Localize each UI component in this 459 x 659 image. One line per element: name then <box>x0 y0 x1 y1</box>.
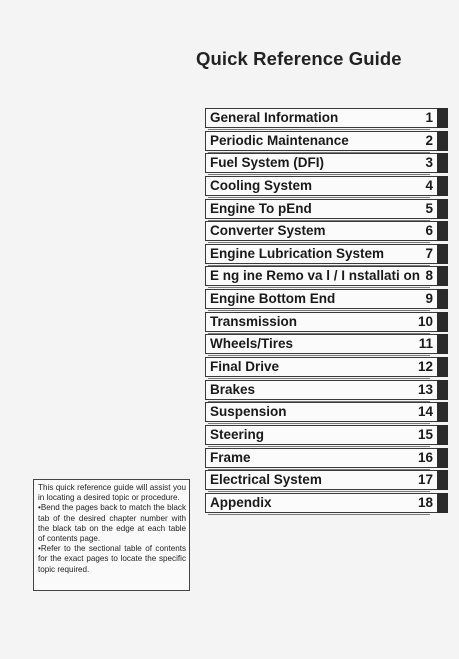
chapter-label: Fuel System (DFI) <box>210 155 325 171</box>
chapter-number: 4 <box>425 177 433 193</box>
chapter-index <box>205 108 448 516</box>
chapter-tab <box>437 289 448 309</box>
chapter-link-13[interactable] <box>205 380 448 400</box>
chapter-number: 13 <box>417 381 433 397</box>
chapter-tab <box>437 312 448 332</box>
chapter-link-9[interactable] <box>205 289 448 309</box>
chapter-link-5[interactable] <box>205 199 448 219</box>
chapter-number: 16 <box>417 449 433 465</box>
chapter-link-14[interactable] <box>205 402 448 422</box>
chapter-label: Engine Lubrication System <box>210 245 385 261</box>
chapter-link-16[interactable] <box>205 448 448 468</box>
chapter-tab <box>437 380 448 400</box>
chapter-link-2[interactable] <box>205 131 448 151</box>
chapter-link-11[interactable] <box>205 334 448 354</box>
chapter-number: 14 <box>417 404 433 420</box>
chapter-tab <box>437 199 448 219</box>
chapter-label: Periodic Maintenance <box>210 132 349 148</box>
chapter-tab <box>437 176 448 196</box>
chapter-number: 7 <box>425 245 433 261</box>
chapter-number: 11 <box>418 336 433 352</box>
chapter-link-10[interactable] <box>205 312 448 332</box>
chapter-tab <box>437 357 448 377</box>
chapter-label: General Information <box>210 110 339 125</box>
chapter-number: 17 <box>417 472 433 488</box>
chapter-label: E ng ine Remo va l / I nstallati on <box>210 268 421 284</box>
chapter-tab <box>437 402 448 422</box>
chapter-label: Electrical System <box>210 472 322 488</box>
chapter-number: 8 <box>425 268 433 284</box>
chapter-link-1[interactable] <box>205 108 448 128</box>
chapter-tab <box>437 334 448 354</box>
chapter-tab <box>437 131 448 151</box>
chapter-label: Brakes <box>210 381 256 397</box>
usage-note-bullet: •Refer to the sectional table of contents for the exact pages to locate the specific topic required. <box>38 544 186 574</box>
chapter-link-8[interactable] <box>205 266 448 286</box>
chapter-number: 18 <box>417 494 433 510</box>
chapter-label: Engine Bottom End <box>210 291 336 307</box>
chapter-link-15[interactable] <box>205 425 448 445</box>
chapter-label: Engine To pEnd <box>210 200 312 216</box>
chapter-link-3[interactable] <box>205 153 448 173</box>
chapter-tab <box>437 448 448 468</box>
usage-note-box <box>33 479 190 591</box>
chapter-link-18[interactable] <box>205 493 448 513</box>
chapter-label: Wheels/Tires <box>210 336 294 352</box>
chapter-number: 1 <box>425 110 433 125</box>
chapter-number: 9 <box>425 291 433 307</box>
usage-note-intro: This quick reference guide will assist you in locating a desired topic or procedure. <box>38 483 186 503</box>
chapter-tab <box>437 493 448 513</box>
chapter-number: 12 <box>417 359 433 375</box>
chapter-link-12[interactable] <box>205 357 448 377</box>
chapter-number: 2 <box>425 132 433 148</box>
chapter-label: Frame <box>210 449 251 465</box>
chapter-number: 3 <box>425 155 433 171</box>
chapter-link-6[interactable] <box>205 221 448 241</box>
chapter-tab <box>437 221 448 241</box>
chapter-label: Cooling System <box>210 177 313 193</box>
chapter-number: 10 <box>417 313 433 329</box>
chapter-label: Transmission <box>210 313 298 329</box>
chapter-link-7[interactable] <box>205 244 448 264</box>
chapter-number: 15 <box>417 426 433 442</box>
chapter-label: Converter System <box>210 223 326 239</box>
chapter-label: Appendix <box>210 494 272 510</box>
page-title: Quick Reference Guide <box>196 48 402 69</box>
chapter-label: Steering <box>210 426 265 442</box>
chapter-tab <box>437 425 448 445</box>
chapter-number: 5 <box>425 200 433 216</box>
usage-note-bullet: •Bend the pages back to match the black tab of the desired chapter number with the black tab on the edge at each table of contents page. <box>38 503 186 544</box>
chapter-tab <box>437 266 448 286</box>
chapter-label: Final Drive <box>210 359 280 375</box>
chapter-tab <box>437 108 448 128</box>
chapter-number: 6 <box>425 223 433 239</box>
chapter-link-4[interactable] <box>205 176 448 196</box>
chapter-label: Suspension <box>210 404 287 420</box>
chapter-tab <box>437 244 448 264</box>
chapter-tab <box>437 153 448 173</box>
chapter-link-17[interactable] <box>205 470 448 490</box>
chapter-tab <box>437 470 448 490</box>
